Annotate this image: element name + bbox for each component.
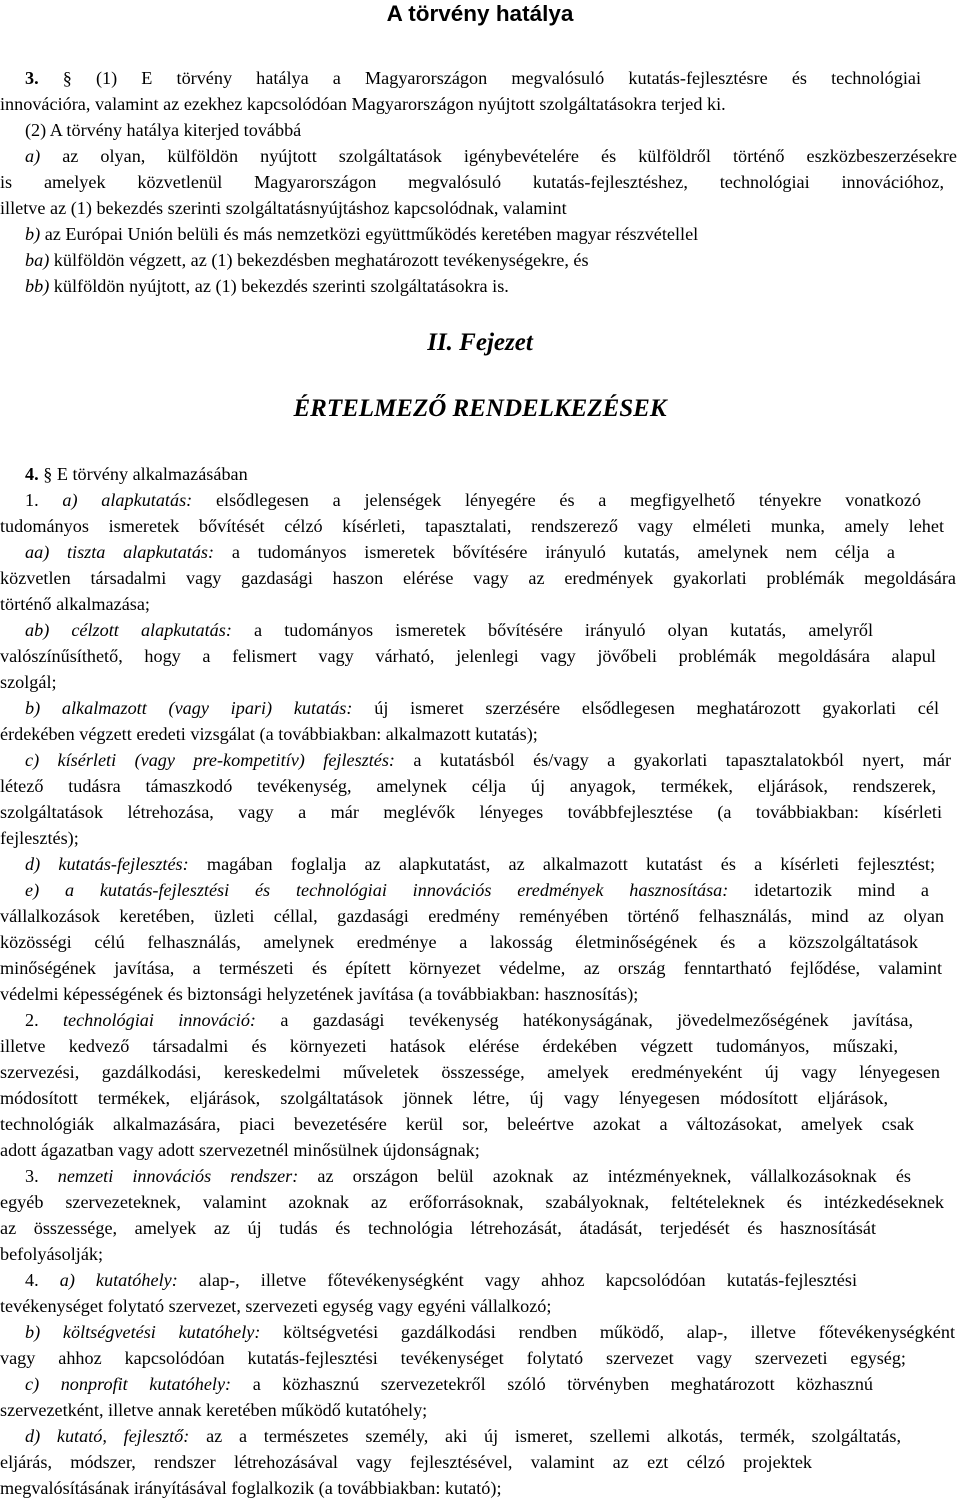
- def-b-line-2: érdekében végzett eredeti vizsgálat (a továbbiakban: alkalmazott kutatás);: [0, 724, 538, 744]
- def-term: a) kutatóhely:: [59, 1270, 178, 1290]
- def-b-line-1: [25, 696, 939, 722]
- point-bb-line-1: [25, 274, 509, 300]
- def-aa-line-2: közvetlen társadalmi vagy gazdasági haszon elérése vagy az eredmények gyakorlati problémák megoldására: [0, 568, 956, 588]
- point-label: ba): [25, 250, 50, 270]
- def-d-line-1: [25, 852, 935, 878]
- def-e-line-3: közösségi célú felhasználás, amelynek eredménye a lakosság életminőségének és a közszolgáltatások: [0, 932, 918, 952]
- section-mark: §: [38, 68, 96, 88]
- def-2-line-5: technológiák alkalmazására, piaci bevezetésére kerül sor, beleértve azokat a változásokat, amelyek csak: [0, 1114, 914, 1134]
- point-a-line-3: illetve az (1) bekezdés szerinti szolgáltatásnyújtáshoz kapcsolódnak, valamint: [0, 198, 567, 218]
- def-text: idetartozik mind a: [754, 880, 929, 900]
- def-c-line-2: létező tudásra támaszkodó tevékenység, amelynek célja új anyagok, termékek, eljárások, rendszerek,: [0, 776, 936, 796]
- def-number: 4.: [25, 1270, 39, 1290]
- point-label: bb): [25, 276, 50, 296]
- point-a-line-2: is amelyek közvetlenül Magyarországon megvalósuló kutatás-fejlesztéshez, technológiai innovációhoz,: [0, 172, 944, 192]
- def-4b-line-1: [25, 1320, 955, 1346]
- point-text: az Európai Unión belüli és más nemzetközi együttműködés keretében magyar részvétellel: [44, 224, 699, 244]
- section-3-para-1-line-2: innovációra, valamint az ezekhez kapcsolódóan Magyarországon nyújtott szolgáltatásokra terjed ki.: [0, 94, 726, 114]
- def-term: b) alkalmazott (vagy ipari) kutatás:: [25, 698, 353, 718]
- def-1a-line-1: [25, 488, 921, 514]
- def-text: alap-, illetve főtevékenységként vagy ahhoz kapcsolódóan kutatás-fejlesztési: [198, 1270, 858, 1290]
- def-2-line-6: adott ágazatban vagy adott szervezetnél minősülnek újdonságnak;: [0, 1140, 480, 1160]
- page-title: A törvény hatálya: [386, 1, 574, 26]
- def-term: technológiai innováció:: [62, 1010, 256, 1030]
- def-3-line-3: az összessége, amelyek az új tudás és technológia létrehozását, átadását, terjedését és hasznosítását: [0, 1218, 876, 1238]
- def-term: ab) célzott alapkutatás:: [25, 620, 232, 640]
- point-text: az olyan, külföldön nyújtott szolgáltatások igénybevételére és külföldről történő eszközbeszerzésekre: [62, 146, 958, 166]
- def-text: a tudományos ismeretek bővítésére irányuló kutatás, amelynek nem célja a: [231, 542, 896, 562]
- point-text: külföldön nyújtott, az (1) bekezdés szerinti szolgáltatásokra is.: [53, 276, 509, 296]
- def-text: elsődlegesen a jelenségek lényegére és a megfigyelhető tényekre vonatkozó: [215, 490, 921, 510]
- def-term: d) kutató, fejlesztő:: [25, 1426, 190, 1446]
- def-4d-line-3: megvalósításának irányításával foglalkozik (a továbbiakban: kutató);: [0, 1478, 502, 1498]
- def-4c-line-1: [25, 1372, 873, 1398]
- def-number: 3.: [25, 1166, 39, 1186]
- def-c-line-3: szolgáltatások létrehozása, vagy a már meglévők lényeges továbbfejlesztése (a továbbiakban: kísérleti: [0, 802, 942, 822]
- def-term: c) nonprofit kutatóhely:: [25, 1374, 232, 1394]
- def-text: a tudományos ismeretek bővítésére irányuló olyan kutatás, amelyről: [254, 620, 873, 640]
- def-3-line-2: egyéb szervezeteknek, valamint azoknak az erőforrásoknak, szabályoknak, feltételeknek és intézkedéseknek: [0, 1192, 944, 1212]
- def-text: az a természetes személy, aki új ismeret, szellemi alkotás, termék, szolgáltatás,: [206, 1426, 902, 1446]
- point-label: a): [25, 146, 41, 166]
- section-4-heading: [25, 462, 248, 488]
- def-term: b) költségvetési kutatóhely:: [25, 1322, 261, 1342]
- def-4c-line-2: szervezetként, illetve annak keretében működő kutatóhely;: [0, 1400, 428, 1420]
- def-text: a közhasznú szervezetekről szóló törvényben meghatározott közhasznú: [252, 1374, 874, 1394]
- section-number: 4.: [25, 464, 39, 484]
- def-2-line-2: illetve kedvező társadalmi és környezeti hatások elérése érdekében végzett tudományos, műszaki,: [0, 1036, 898, 1056]
- chapter-number: II. Fejezet: [427, 329, 533, 356]
- point-b-line-1: [25, 222, 698, 248]
- paragraph-text: (1) E törvény hatálya a Magyarországon megvalósuló kutatás-fejlesztésre és technológiai: [95, 68, 922, 88]
- def-2-line-1: [25, 1008, 913, 1034]
- def-4d-line-2: eljárás, módszer, rendszer létrehozásával vagy fejlesztésével, valamint az ezt célzó projektek: [0, 1452, 812, 1472]
- def-e-line-1: [25, 878, 929, 904]
- def-text: magában foglalja az alapkutatást, az alkalmazott kutatást és a kísérleti fejlesztést;: [206, 854, 936, 874]
- section-3-para-1-line-1: [25, 66, 921, 92]
- def-ab-line-3: szolgál;: [0, 672, 57, 692]
- def-aa-line-3: történő alkalmazása;: [0, 594, 150, 614]
- def-e-line-5: védelmi képességének és biztonsági helyzetének javítása (a továbbiakban: hasznosítás);: [0, 984, 639, 1004]
- def-e-line-4: minőségének javítása, a természeti és épített környezet védelme, az ország fenntartható fejlődése, valamint: [0, 958, 942, 978]
- def-3-line-4: befolyásolják;: [0, 1244, 104, 1264]
- def-2-line-3: szervezési, gazdálkodási, kereskedelmi műveletek összessége, amelyek eredményeként új vagy lényegesen: [0, 1062, 940, 1082]
- def-4b-line-2: vagy ahhoz kapcsolódóan kutatás-fejlesztési tevékenységet folytató szervezet vagy szervezeti egység;: [0, 1348, 906, 1368]
- def-1a-line-2: tudományos ismeretek bővítését célzó kísérleti, tapasztalati, rendszerező vagy elméleti munka, amely lehet: [0, 516, 944, 536]
- point-label: b): [25, 224, 41, 244]
- section-number: 3.: [25, 68, 39, 88]
- def-term: e) a kutatás-fejlesztési és technológiai innovációs eredmények hasznosítása:: [25, 880, 729, 900]
- chapter-name: ÉRTELMEZŐ RENDELKEZÉSEK: [293, 395, 667, 422]
- def-e-line-2: vállalkozások keretében, üzleti céllal, gazdasági eredmény reményében történő felhasználás, mind az olyan: [0, 906, 944, 926]
- def-term: c) kísérleti (vagy pre-kompetitív) fejlesztés:: [25, 750, 395, 770]
- def-c-line-4: fejlesztés);: [0, 828, 79, 848]
- point-text: külföldön végzett, az (1) bekezdésben meghatározott tevékenységekre, és: [53, 250, 589, 270]
- def-2-line-4: módosított termékek, eljárások, szolgáltatások jönnek létre, új vagy lényegesen módosított eljárások,: [0, 1088, 888, 1108]
- section-mark: §: [38, 464, 57, 484]
- def-text: az országon belül azoknak az intézményeknek, vállalkozásoknak és: [317, 1166, 912, 1186]
- def-text: a kutatásból és/vagy a gyakorlati tapasztalatokból nyert, már: [413, 750, 952, 770]
- def-ab-line-2: valószínűsíthető, hogy a felismert vagy várható, jelenlegi vagy jövőbeli problémák megoldására alapul: [0, 646, 936, 666]
- def-4d-line-1: [25, 1424, 901, 1450]
- def-term: nemzeti innovációs rendszer:: [57, 1166, 299, 1186]
- def-number: 1.: [25, 490, 39, 510]
- def-text: új ismeret szerzésére elsődlegesen meghatározott gyakorlati cél: [374, 698, 940, 718]
- def-text: a gazdasági tevékenység hatékonyságának, jövedelmezőségének javítása,: [280, 1010, 914, 1030]
- point-a-line-1: [25, 144, 957, 170]
- def-number: 2.: [25, 1010, 39, 1030]
- def-c-line-1: [25, 748, 951, 774]
- def-4a-line-1: [25, 1268, 857, 1294]
- def-term: d) kutatás-fejlesztés:: [25, 854, 189, 874]
- def-aa-line-1: [25, 540, 895, 566]
- section-3-para-2: (2) A törvény hatálya kiterjed továbbá: [25, 120, 302, 140]
- def-ab-line-1: [25, 618, 873, 644]
- def-3-line-1: [25, 1164, 911, 1190]
- point-ba-line-1: [25, 248, 589, 274]
- def-4a-line-2: tevékenységet folytató szervezet, szervezeti egység vagy egyéni vállalkozó;: [0, 1296, 552, 1316]
- def-term: aa) tiszta alapkutatás:: [25, 542, 215, 562]
- section-title: E törvény alkalmazásában: [56, 464, 248, 484]
- def-term: a) alapkutatás:: [62, 490, 193, 510]
- def-text: költségvetési gazdálkodási rendben működő, alap-, illetve főtevékenységként: [283, 1322, 956, 1342]
